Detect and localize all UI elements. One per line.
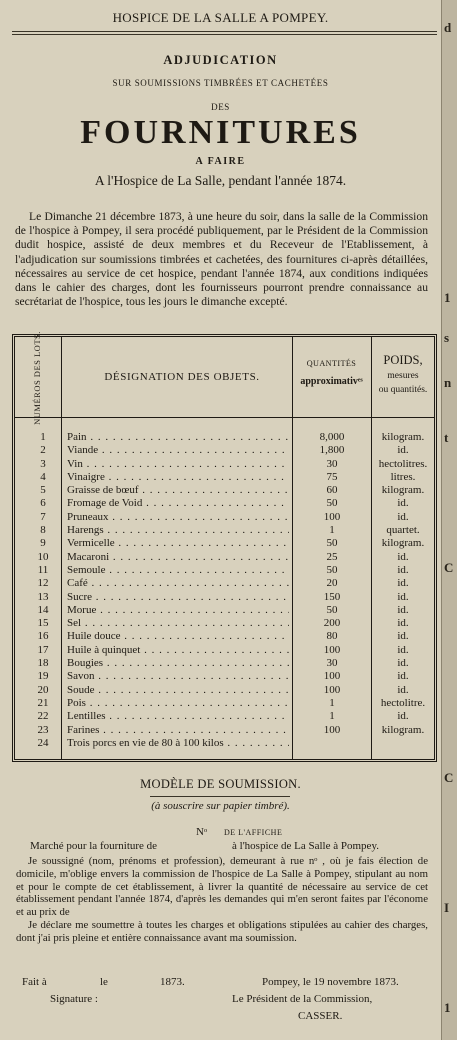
table-row [15, 497, 434, 510]
lot-number: 10 [37, 550, 49, 563]
item-designation: Pois . . . [67, 697, 289, 710]
edge-mark: t [444, 430, 449, 445]
table-row [15, 657, 434, 670]
edge-mark: I [444, 900, 450, 915]
lot-number: 20 [37, 683, 49, 696]
des-label: DES [211, 102, 230, 112]
item-quantity: 1 [329, 524, 335, 537]
item-designation: Harengs . . . [67, 524, 289, 537]
table-row [15, 458, 434, 471]
lot-number: 4 [40, 470, 46, 483]
table-row [15, 471, 434, 484]
adjacent-column-edge [441, 0, 457, 1040]
table-row [15, 670, 434, 683]
edge-mark: 1 [444, 290, 451, 305]
lot-number: 12 [37, 577, 49, 590]
fournitures-title: FOURNITURES [80, 114, 361, 151]
item-quantity: 1 [329, 696, 335, 709]
item-quantity: 50 [326, 497, 338, 510]
item-unit: id. [397, 643, 409, 656]
item-unit: id. [397, 657, 409, 670]
item-unit: id. [397, 550, 409, 563]
lot-number: 19 [37, 670, 49, 683]
table-row [15, 511, 434, 524]
table-row [15, 604, 434, 617]
item-designation: Huile douce . . . [67, 630, 289, 643]
item-quantity: 200 [323, 617, 341, 630]
table-row [15, 484, 434, 497]
item-designation: Pain . . . [67, 431, 289, 444]
item-designation: Sel . . . [67, 617, 289, 630]
table-rows [15, 431, 434, 750]
item-unit: kilogram. [381, 537, 425, 550]
president-label: Le Président de la Commission, [232, 993, 373, 1005]
table-row [15, 697, 434, 710]
item-designation: Viande . . . [67, 444, 289, 457]
col-header-designation: DÉSIGNATION DES OBJETS. [104, 371, 260, 383]
table-row [15, 630, 434, 643]
item-quantity: 150 [323, 590, 341, 603]
item-quantity: 1,800 [319, 444, 345, 457]
item-designation: Trois porcs en vie de 80 à 100 kilos . . . [67, 737, 289, 750]
lot-number: 1 [40, 431, 46, 443]
item-quantity: 100 [323, 723, 341, 736]
soumission-paragraph-1: Je soussigné (nom, prénoms et profession), demeurant à rue nᵒ , où je fais élection de domicile, m'oblige envers la commission de l'hospice de La Salle à Pompey, stipulant au nom et pour le compte de cet établissement, à livrer la quantité de nécessaire au service de cet établissement pendant l'année 1874, d'après les demandes qui m'en seront faites par l'économe et au prix de [16, 855, 428, 919]
le-label: le [100, 976, 108, 988]
header-rule-bottom [12, 34, 437, 35]
souscrire-note: (à souscrire sur papier timbré). [151, 800, 290, 812]
lot-number: 14 [37, 603, 49, 616]
table-row [15, 684, 434, 697]
lot-number: 8 [40, 524, 46, 537]
item-unit: id. [397, 710, 409, 723]
lot-number: 21 [37, 696, 49, 709]
item-designation: Soude . . . [67, 684, 289, 697]
item-designation: Pruneaux . . . [67, 511, 289, 524]
lot-number: 16 [37, 630, 49, 643]
casser-signature: CASSER. [298, 1010, 343, 1022]
header-rule-top [12, 31, 437, 32]
item-designation: Vin . . . [67, 458, 289, 471]
lot-number: 7 [40, 510, 46, 523]
lot-number: 5 [40, 484, 46, 497]
no-label: Nᵒ [196, 826, 208, 838]
edge-mark: C [444, 560, 454, 575]
item-unit: id. [397, 577, 409, 590]
item-quantity: 25 [326, 550, 338, 563]
table-row [15, 551, 434, 564]
marche-line: Marché pour la fourniture de [30, 840, 158, 852]
item-quantity: 30 [326, 657, 338, 670]
item-designation: Bougies . . . [67, 657, 289, 670]
item-unit: hectolitre. [380, 696, 426, 709]
soumission-paragraph-2: Je déclare me soumettre à toutes les charges et obligations stipulées au cahier des charges, dont j'ai pris pleine et entière connaissance avant ma soumission. [16, 918, 428, 944]
lot-number: 2 [40, 444, 46, 457]
table-row [15, 537, 434, 550]
item-quantity: 60 [326, 484, 338, 497]
item-quantity: 50 [326, 537, 338, 550]
item-unit: id. [397, 630, 409, 643]
table-row [15, 710, 434, 723]
item-unit: id. [397, 497, 409, 510]
signature-label: Signature : [50, 993, 98, 1005]
affiche-label: DE L'AFFICHE [224, 828, 283, 837]
item-unit: kilogram. [381, 484, 425, 497]
item-quantity: 20 [326, 577, 338, 590]
item-designation: Macaroni . . . [67, 551, 289, 564]
item-unit: litres. [390, 470, 416, 483]
item-designation: Café . . . [67, 577, 289, 590]
col-header-mesures: mesures [387, 371, 419, 381]
item-quantity: 30 [326, 457, 338, 470]
edge-mark: C [444, 770, 454, 785]
supplies-table [12, 331, 437, 762]
item-unit: hectolitres. [378, 457, 428, 470]
lot-number: 24 [37, 736, 49, 749]
header-title: HOSPICE DE LA SALLE A POMPEY. [112, 10, 329, 25]
table-row [15, 617, 434, 630]
adjudication-title: ADJUDICATION [163, 53, 278, 67]
lot-number: 18 [37, 657, 49, 670]
item-quantity: 100 [323, 510, 341, 523]
pompey-date: Pompey, le 19 novembre 1873. [262, 976, 399, 988]
item-unit: id. [397, 444, 409, 457]
item-designation: Graisse de bœuf . . . [67, 484, 289, 497]
table-row [15, 564, 434, 577]
edge-mark: n [444, 375, 452, 390]
modele-underline [150, 796, 290, 797]
item-unit: id. [397, 510, 409, 523]
lot-number: 15 [37, 617, 49, 630]
lot-number: 6 [40, 497, 46, 510]
item-unit: id. [397, 563, 409, 576]
item-unit: quartet. [386, 524, 420, 537]
item-designation: Lentilles . . . [67, 710, 289, 723]
lot-number: 13 [37, 590, 49, 603]
col-header-quantites: QUANTITÉS [306, 359, 357, 368]
edge-mark: d [444, 20, 452, 35]
marche-line-right: à l'hospice de La Salle à Pompey. [232, 840, 379, 852]
lot-number: 17 [37, 643, 49, 656]
item-unit: kilogram. [381, 723, 425, 736]
item-designation: Farines . . . [67, 724, 289, 737]
lot-number: 9 [40, 537, 46, 550]
item-quantity: 100 [323, 643, 341, 656]
a-faire-label: A FAIRE [195, 156, 246, 167]
col-header-numeros: NUMÉROS DES LOTS. [32, 331, 42, 425]
item-designation: Vinaigre . . . [67, 471, 289, 484]
item-unit: id. [397, 590, 409, 603]
item-quantity: 75 [326, 470, 338, 483]
header-divider [15, 417, 434, 418]
lot-number: 23 [37, 723, 49, 736]
year-label: 1873. [160, 976, 185, 988]
intro-paragraph: Le Dimanche 21 décembre 1873, à une heure du soir, dans la salle de la Commission de l'hospice à Pompey, il sera procédé publiquement, par le Président de la Commission dudit hospice, assisté de deux membres et du Receveur de l'Etablissement, à l'adjudication sur soumissions timbrées et cachetées, des fournitures ci-après détaillées, nécessaires au service de cet hospice, pendant l'année 1874, aux conditions indiquées dans le cahier des charges, dont les fournisseurs pourront prendre connaissance au secrétariat de l'hospice, tous les jours le dimanche excepté. [15, 210, 428, 309]
item-quantity: 50 [326, 603, 338, 616]
fait-a-label: Fait à [22, 976, 47, 988]
table-row [15, 577, 434, 590]
item-quantity: 100 [323, 670, 341, 683]
item-quantity: 50 [326, 563, 338, 576]
item-quantity: 8,000 [319, 431, 345, 443]
item-unit: id. [397, 683, 409, 696]
item-quantity: 1 [329, 710, 335, 723]
col-header-ou-quantites: ou quantités. [378, 385, 428, 395]
item-unit: kilogram. [381, 431, 425, 443]
edge-mark: s [444, 330, 450, 345]
item-quantity: 100 [323, 683, 341, 696]
item-unit: id. [397, 603, 409, 616]
hospice-line: A l'Hospice de La Salle, pendant l'année 1874. [94, 173, 347, 188]
lot-number: 11 [37, 563, 49, 576]
item-designation: Savon . . . [67, 670, 289, 683]
soumission-body [16, 855, 428, 945]
item-designation: Semoule . . . [67, 564, 289, 577]
table-row [15, 724, 434, 737]
item-designation: Sucre . . . [67, 591, 289, 604]
item-quantity: 80 [326, 630, 338, 643]
item-designation: Vermicelle . . . [67, 537, 289, 550]
table-row [15, 737, 434, 750]
table-row [15, 644, 434, 657]
table-row [15, 524, 434, 537]
lot-number: 22 [37, 710, 49, 723]
modele-title: MODÈLE DE SOUMISSION. [140, 777, 301, 791]
lot-number: 3 [40, 457, 46, 470]
subtitle: SUR SOUMISSIONS TIMBRÉES ET CACHETÉES [112, 78, 329, 88]
item-designation: Morue . . . [67, 604, 289, 617]
col-header-poids: POIDS, [383, 353, 423, 367]
item-designation: Fromage de Void . . . [67, 497, 289, 510]
item-unit: id. [397, 670, 409, 683]
col-header-approximatives: approximativᵉˢ [300, 376, 363, 387]
item-unit: id. [397, 617, 409, 630]
item-designation: Huile à quinquet . . . [67, 644, 289, 657]
table-row [15, 431, 434, 444]
edge-mark: 1 [444, 1000, 451, 1015]
table-row [15, 591, 434, 604]
table-row [15, 444, 434, 457]
